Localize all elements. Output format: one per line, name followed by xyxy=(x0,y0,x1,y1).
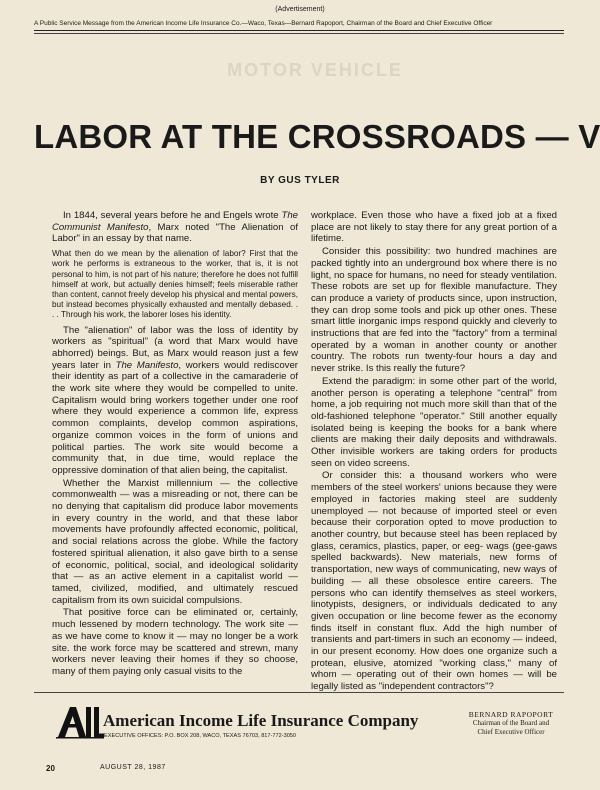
top-rule xyxy=(34,30,564,31)
company-name: American Income Life Insurance Company xyxy=(103,711,419,730)
paragraph: workplace. Even those who have a fixed job at a fixed place are not likely to stay there for any great portion of a lifetime. xyxy=(311,210,557,245)
left-column xyxy=(52,210,298,679)
executive-offices: EXECUTIVE OFFICES: P.O. BOX 208, WACO, TEXAS 76703, 817-772-3050 xyxy=(104,733,297,739)
chairman-title: Chief Executive Officer xyxy=(477,728,545,736)
paragraph: Extend the paradigm: in some other part of the world, another person is operating a telephone "central" from home, a job requiring not much more skill than that of the old-fashioned telephone "operator." Still another equally isolated being is keeping the books for a bank where clients are making their daily deposits and withdrawals. Other invisible workers are taking orders for products seen on video screens. xyxy=(311,375,557,469)
ail-logo-icon xyxy=(56,705,104,739)
chairman-title: Chairman of the Board and xyxy=(472,719,550,727)
paragraph: In 1844, several years before he and Engels wrote The Communist Manifesto, Marx noted "The Alienation of Labor" in an essay by that name. xyxy=(52,210,298,245)
paragraph: That positive force can be eliminated or, certainly, much lessened by modern technology. The work site — as we have come to know it — may no longer be a work site. the work force may be scattered and strewn, many workers never leaving their homes if they so choose, many of them paying only casual visits to the xyxy=(52,607,298,677)
paragraph: The "alienation" of labor was the loss of identity by workers as "spiritual" (a word that Marx would have abhorred) beings. But, as Marx would reason just a few years later in The Manifesto, workers would rediscover their identity as part of a collective in the camaraderie of the work site where they would be compelled to unite. Capitalism would bring workers together under one roof where they would experience a common life, express common complaints, develop common aspirations, organize common voices in the form of unions and political parties. The work site would become a community that, in due time, would replace the oppressive domination of that alien being, the capitalist. xyxy=(52,324,298,476)
byline: BY GUS TYLER xyxy=(260,175,340,186)
issue-date: AUGUST 28, 1987 xyxy=(100,764,166,771)
page-number: 20 xyxy=(46,764,55,773)
public-service-message: A Public Service Message from the American Income Life Insurance Co.—Waco, Texas—Bernard Rapoport, Chairman of the Board and Chief Executive Officer xyxy=(34,20,493,27)
paragraph: Whether the Marxist millennium — the collective commonwealth — was a misreading or not, there can be no denying that capitalism did produce labor movements in every country in the world, and that these labor movements have profoundly affected economic, political, and social relations across the globe. While the factory fostered spiritual alienation, it also gave birth to a sense of economic, political, social, and ideological solidarity that — as an active element in a capitalist world — tamed, civilized, modified, and ultimately rescued capitalism from its own suicidal compulsions. xyxy=(52,477,298,606)
block-quote: What then do we mean by the alienation of labor? First that the work he performs is extraneous to the worker, that is, it is not personal to him, is not part of his nature; therefore he does not fulfill himself at work, but actually denies himself; feels miserable rather than content, cannot freely develop his physical and mental powers, but instead becomes physically exhausted and mentally debased. . . . Through his work, the laborer loses his identity. xyxy=(52,249,298,320)
right-column xyxy=(311,210,557,694)
chairman-block xyxy=(456,710,566,737)
paragraph: Consider this possibility: two hundred machines are packed tightly into an underground box where there is no light, no space for humans, no need for steady ventilation. These robots are set up for flexible manufacture. They can produce a variety of products since, upon instruction, they can drop some tools and pick up other ones. These smart little inorganic imps respond quickly and cleverly to instructions that are fed into the "factory" from a terminal operated by a woman in another county or another country. The robots run twenty-four hours a day and never strike. Is this really the future? xyxy=(311,246,557,375)
paragraph: Or consider this: a thousand workers who were members of the steel workers' unions because they were employed in factories making steel are suddenly unemployed — not because of imported steel or even because their corporation opted to move production to another country, but because steel has been replaced by glass, ceramics, plastics, paper, or eeg- wags (gee-gaws spelled backwards). New materials, new forms of transportation, new ways of communicating, new ways of building — all these obsolesce entire careers. The persons who can identify themselves as steel workers, linotypists, designers, or individuals dedicated to any given occupation or line become fewer as the economy finds itself in constant flux. Add the high number of transients and part-timers in such an economy — indeed, in our present economy. How does one organize such a protean, elusive, atomized "working class," many of whom — operating out of their own homes — will be legally listed as "independent contractors"? xyxy=(311,470,557,693)
footer-rule xyxy=(34,692,564,693)
headline: LABOR AT THE CROSSROADS — V xyxy=(34,118,600,155)
top-rule-thin xyxy=(34,33,564,34)
advertisement-label: (Advertisement) xyxy=(275,6,325,13)
show-through-text: MOTOR VEHICLE xyxy=(227,60,403,80)
chairman-name: BERNARD RAPOPORT xyxy=(468,710,554,719)
